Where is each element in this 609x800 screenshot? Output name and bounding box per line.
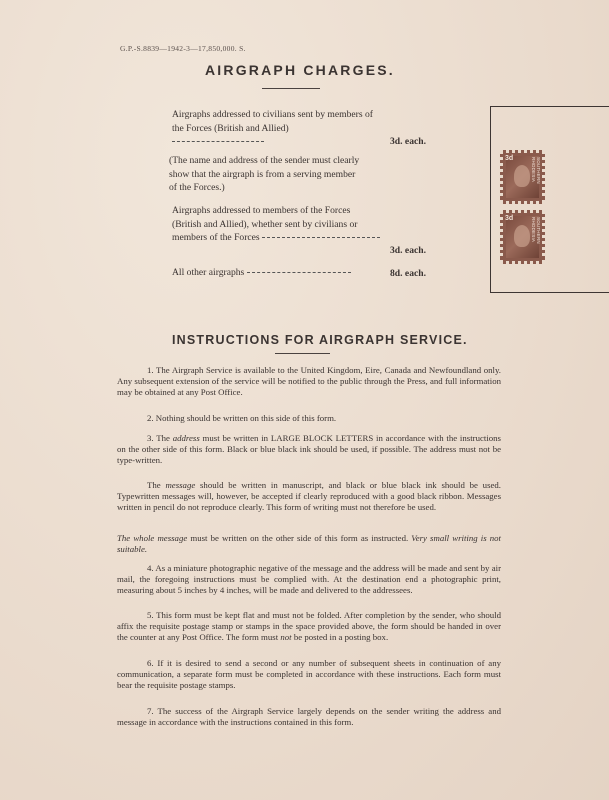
stamp-value: 3d bbox=[505, 155, 514, 162]
instruction-6: 6. If it is desired to send a second or any number of subsequent sheets in continuation of any communication, a separate form must be completed in accordance with these instructions. Each form must bear the requisite postage stamps. bbox=[117, 658, 501, 691]
charges-title-rule bbox=[262, 88, 320, 89]
charge-item-2-price: 3d. each. bbox=[390, 245, 426, 256]
instruction-5-rest: be posted in a posting box. bbox=[293, 632, 389, 643]
instruction-whole-message-emphasis: The whole message bbox=[117, 533, 188, 543]
instruction-whole-message-text: must be written on the other side of this form as instructed. bbox=[190, 533, 409, 543]
charge-note: (The name and address of the sender must clearly show that the airgraph is from a serving member of the Forces.) bbox=[169, 155, 360, 194]
charge-item-3-price: 8d. each. bbox=[390, 268, 426, 279]
stamp-box-top-line bbox=[490, 106, 609, 107]
leader-dots bbox=[172, 141, 264, 142]
instruction-2: 2. Nothing should be written on this side of this form. bbox=[147, 413, 337, 423]
leader-dots bbox=[262, 237, 380, 238]
king-portrait-icon bbox=[514, 165, 530, 187]
charge-item-1-text: Airgraphs addressed to civilians sent by members of the Forces (British and Allied) bbox=[172, 109, 373, 134]
instruction-whole-message bbox=[117, 533, 501, 555]
postage-stamp bbox=[500, 210, 545, 264]
leader-dots bbox=[247, 272, 351, 273]
instruction-5-emphasis: not bbox=[280, 632, 292, 643]
printer-imprint: G.P.-S.8839—1942-3—17,850,000. S. bbox=[120, 44, 246, 53]
instruction-3-start: 3. The bbox=[147, 433, 170, 443]
instruction-3-emphasis: address bbox=[172, 433, 200, 443]
instruction-4: 4. As a miniature photographic negative of the message and the address will be made and sent by air mail, the foregoing instructions must be complied with. At the destination end a photographic print, measuring about 5 inches by 4 inches, will be made and delivered to the addressees. bbox=[117, 563, 501, 596]
king-portrait-icon bbox=[514, 225, 530, 247]
stamp-value: 3d bbox=[505, 215, 514, 222]
instruction-message-emphasis: message bbox=[165, 480, 196, 490]
charge-item-forces-to-civilians bbox=[172, 108, 382, 149]
charges-title: AIRGRAPH CHARGES. bbox=[205, 62, 395, 78]
instructions-title: INSTRUCTIONS FOR AIRGRAPH SERVICE. bbox=[172, 333, 468, 347]
instruction-message-rest: should be written in manuscript, and black or blue black ink should be used. Typewritten messages will, however, be accepted if clearly reproduced with a good black ribbon. Messages written in pencil do not reproduce clearly. This form of writing must not therefore be used. bbox=[117, 480, 502, 513]
instruction-small-writing-warning: Very small writing is not suitable. bbox=[117, 533, 501, 555]
postage-stamp bbox=[500, 150, 545, 204]
charge-item-1-price: 3d. each. bbox=[390, 136, 426, 147]
stamp-country: SOUTHERN RHODESIA bbox=[531, 157, 541, 184]
charge-item-2-text: Airgraphs addressed to members of the Forces (British and Allied), whether sent by civilians or members of the Forces bbox=[172, 205, 358, 244]
instruction-7: 7. The success of the Airgraph Service largely depends on the sender writing the address and message in accordance with the instructions contained in this form. bbox=[117, 706, 501, 728]
instruction-5-start: 5. This form must be kept flat and must not be folded. After completion by the sender, who should affix the requisite postage stamp or stamps in the space provided above, the form should be handed in over the counter at any Post Office. The form must bbox=[117, 610, 501, 643]
stamp-box-bottom-line bbox=[490, 292, 609, 293]
instructions-title-rule bbox=[275, 353, 330, 354]
charge-item-3-text: All other airgraphs bbox=[172, 267, 245, 278]
instruction-message-start: The bbox=[147, 480, 161, 490]
instruction-1: 1. The Airgraph Service is available to the United Kingdom, Eire, Canada and Newfoundland only. Any subsequent extension of the service will be notified to the public through the Press, and full information may be obtained at any Post Office. bbox=[117, 365, 501, 398]
charge-item-to-forces bbox=[172, 204, 382, 245]
instruction-3-rest: must be written in LARGE BLOCK LETTERS in accordance with the instructions on the other side of this form. Black or blue black ink should be used, if possible. The address must not be type-written. bbox=[117, 433, 501, 466]
instruction-5 bbox=[117, 610, 501, 644]
charge-item-other bbox=[172, 266, 387, 280]
stamp-box-left-line bbox=[490, 106, 491, 292]
instruction-3 bbox=[117, 433, 501, 467]
instruction-message bbox=[117, 480, 501, 514]
stamp-country: SOUTHERN RHODESIA bbox=[531, 217, 541, 244]
